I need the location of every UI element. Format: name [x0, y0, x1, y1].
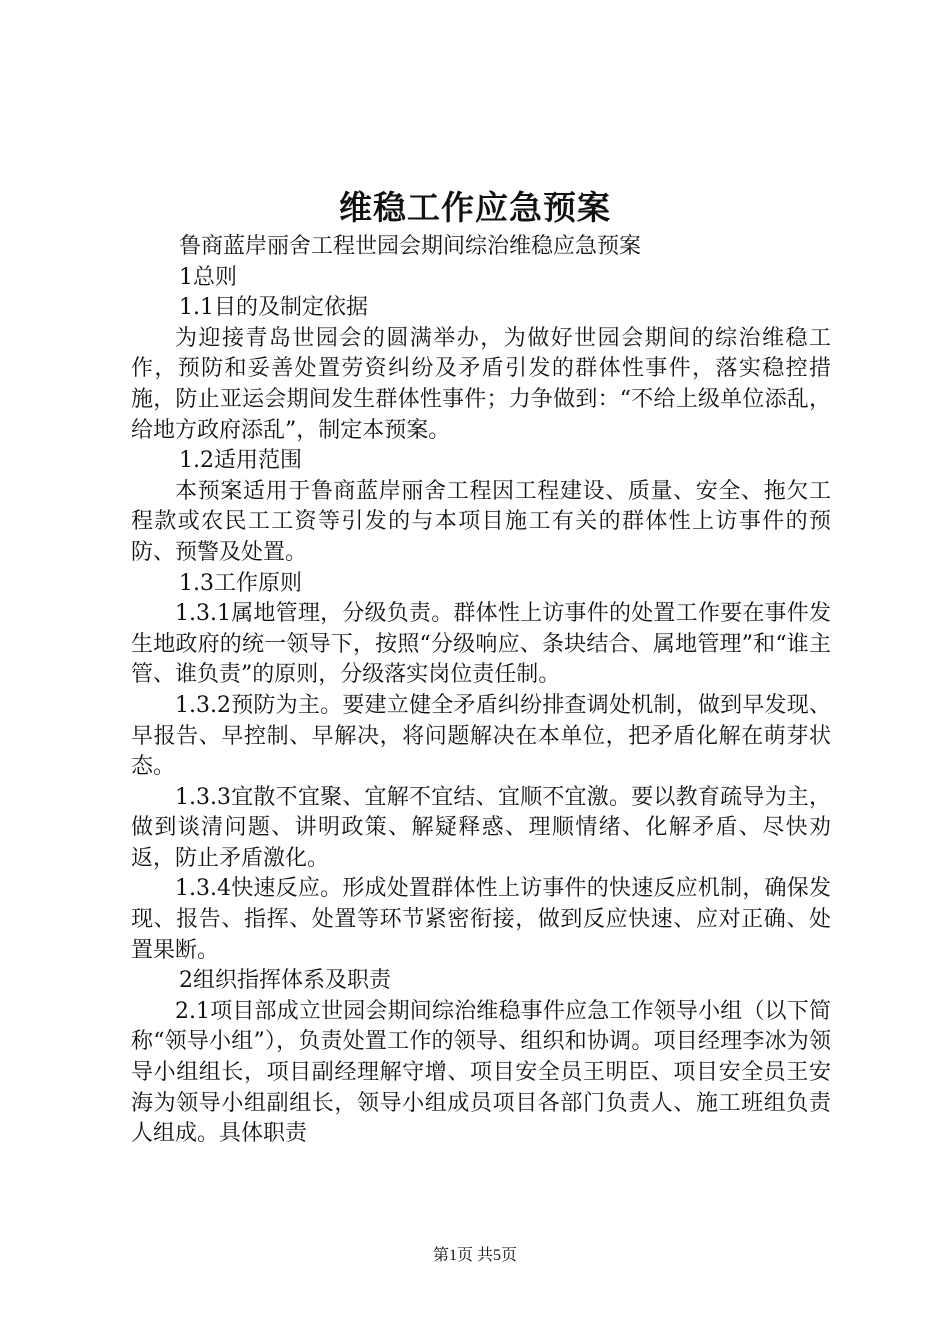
page-title: 维稳工作应急预案: [339, 188, 611, 227]
section-heading: 2组织指挥体系及职责: [179, 968, 391, 994]
page-footer: 第1页 共5页: [432, 1247, 517, 1264]
body-paragraph: 为迎接青岛世园会的圆满举办，为做好世园会期间的综治维稳工作，预防和妥善处置劳资纠纷及矛盾引发的群体性事件，落实稳控措施，防止亚运会期间发生群体性事件；力争做到：“不给上级单位添乱，给地方政府添乱”，制定本预案。: [131, 325, 831, 443]
subtitle: 鲁商蓝岸丽舍工程世园会期间综治维稳应急预案: [179, 234, 642, 259]
section-heading: 1总则: [179, 264, 237, 290]
body-paragraph: 1.3.3宜散不宜聚、宜解不宜结、宜顺不宜激。要以教育疏导为主，做到谈清问题、讲明政策、解疑释惑、理顺情绪、化解矛盾、尽快劝返，防止矛盾激化。: [131, 784, 831, 871]
section-heading: 1.3工作原则: [179, 570, 302, 596]
section-heading: 1.2适用范围: [179, 448, 302, 474]
body-paragraph: 本预案适用于鲁商蓝岸丽舍工程因工程建设、质量、安全、拖欠工程款或农民工工资等引发的与本项目施工有关的群体性上访事件的预防、预警及处置。: [131, 478, 831, 565]
body-paragraph: 1.3.4快速反应。形成处置群体性上访事件的快速反应机制，确保发现、报告、指挥、处置等环节紧密衔接，做到反应快速、应对正确、处置果断。: [131, 876, 831, 963]
section-heading: 1.1目的及制定依据: [179, 295, 368, 321]
document-body: [131, 232, 831, 1150]
body-paragraph: 1.3.2预防为主。要建立健全矛盾纠纷排查调处机制，做到早发现、早报告、早控制、早解决，将问题解决在本单位，把矛盾化解在萌芽状态。: [131, 692, 831, 780]
body-paragraph: 2.1项目部成立世园会期间综治维稳事件应急工作领导小组（以下简称“领导小组”），负责处置工作的领导、组织和协调。项目经理李冰为领导小组组长，项目副经理解守增、项目安全员王明臣、项目安全员王安海为领导小组副组长，领导小组成员项目各部门负责人、施工班组负责人组成。具体职责: [131, 998, 831, 1147]
body-paragraph: 1.3.1属地管理，分级负责。群体性上访事件的处置工作要在事件发生地政府的统一领导下，按照“分级响应、条块结合、属地管理”和“谁主管、谁负责”的原则，分级落实岗位责任制。: [131, 601, 831, 688]
